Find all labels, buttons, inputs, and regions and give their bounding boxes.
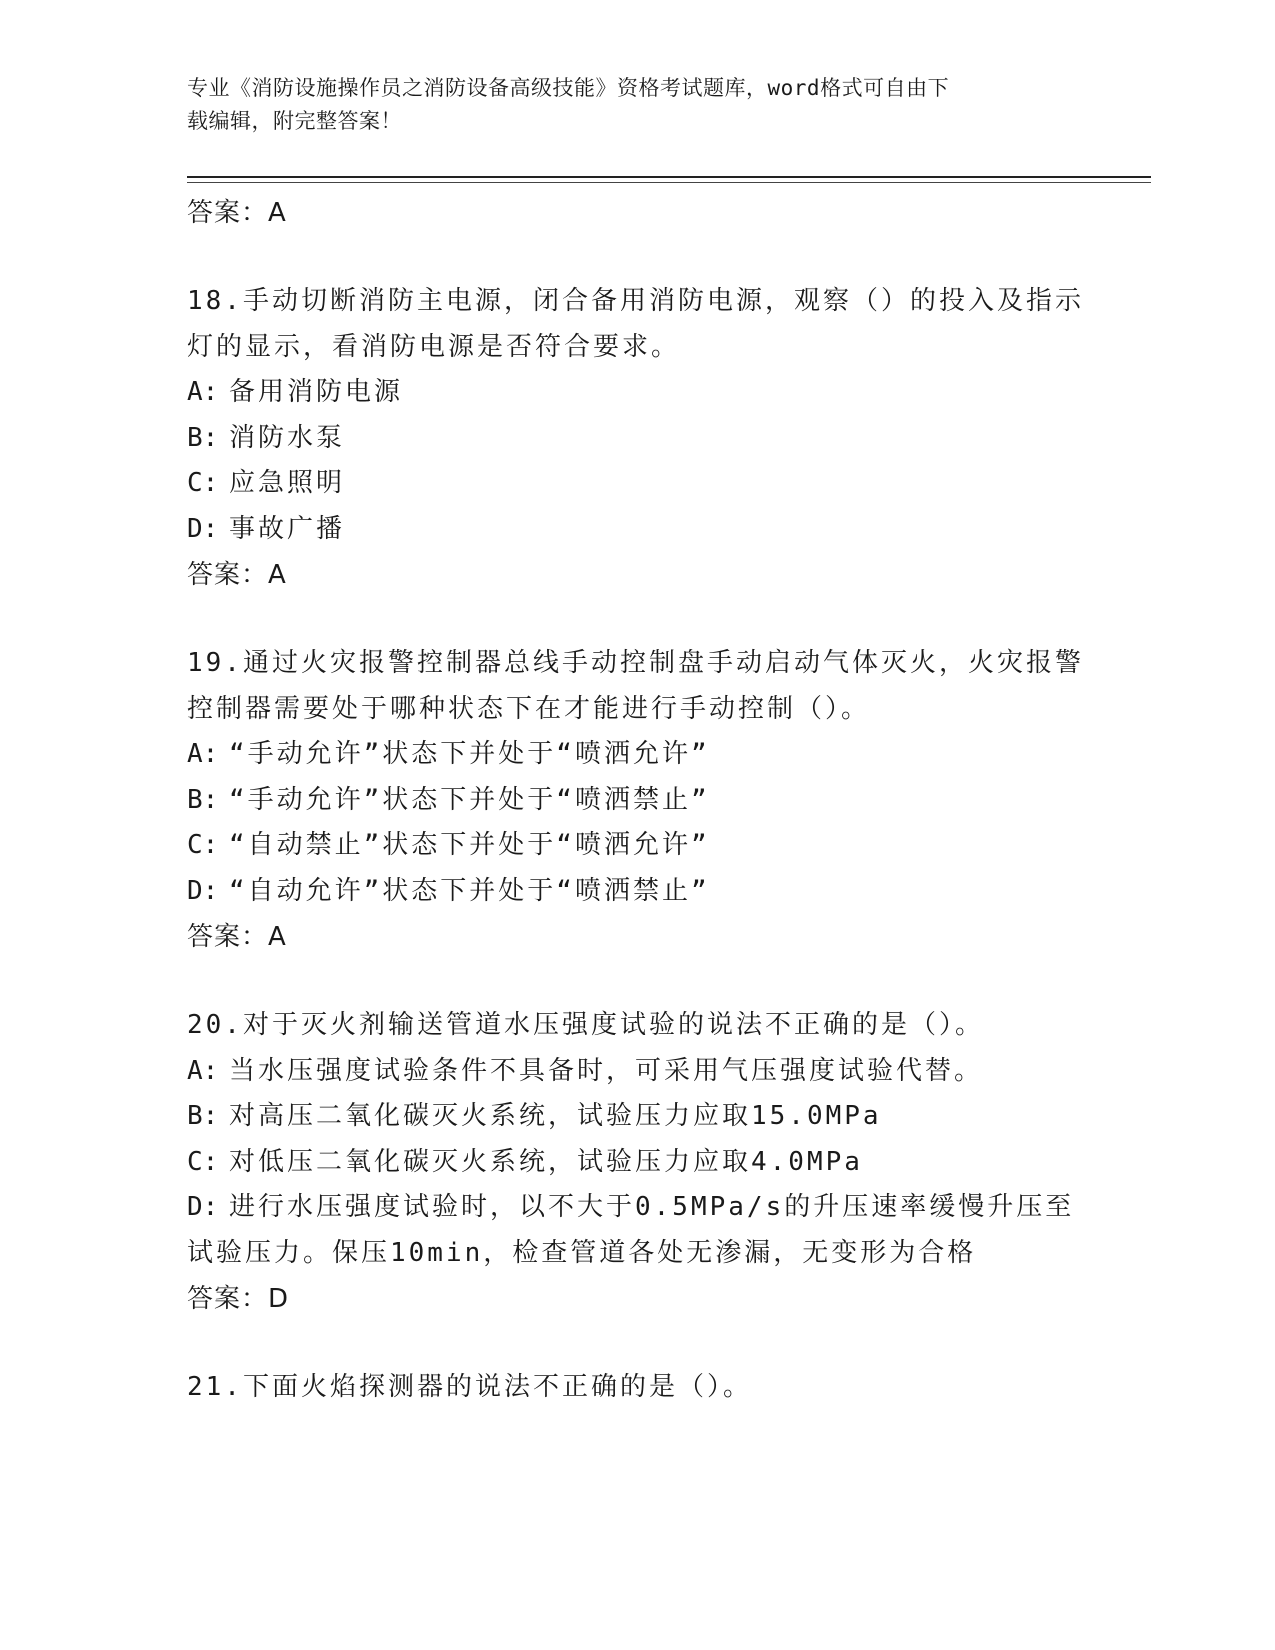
header-line-1: 专业《消防设施操作员之消防设备高级技能》资格考试题库，word格式可自由下 bbox=[187, 76, 950, 100]
option-text: 对低压二氧化碳灭火系统，试验压力应取4.0MPa bbox=[229, 1146, 863, 1177]
option-text: 消防水泵 bbox=[229, 422, 346, 453]
option-d bbox=[187, 507, 1107, 553]
option-key: C: bbox=[187, 1146, 219, 1177]
option-text: 对高压二氧化碳灭火系统，试验压力应取15.0MPa bbox=[229, 1101, 882, 1131]
option-text: 当水压强度试验条件不具备时，可采用气压强度试验代替。 bbox=[229, 1055, 984, 1086]
question-text: 18.手动切断消防主电源，闭合备用消防电源，观察（）的投入及指示 bbox=[187, 286, 1084, 316]
option-key: B: bbox=[187, 1101, 219, 1131]
option-key: C: bbox=[187, 830, 219, 860]
question-18 bbox=[187, 279, 1107, 598]
option-key: D: bbox=[187, 513, 219, 544]
option-text: “手动允许”状态下并处于“喷洒允许” bbox=[229, 739, 710, 769]
option-text: “自动禁止”状态下并处于“喷洒允许” bbox=[229, 830, 710, 860]
option-text: 事故广播 bbox=[229, 513, 346, 544]
page-header bbox=[187, 72, 1087, 138]
answer-18: 答案：A bbox=[187, 560, 287, 590]
option-c bbox=[187, 1140, 1107, 1186]
option-b bbox=[187, 1094, 1107, 1140]
question-20 bbox=[187, 1003, 1107, 1322]
answer-19: 答案：A bbox=[187, 922, 287, 952]
option-key: A: bbox=[187, 739, 219, 769]
option-key: D: bbox=[187, 875, 219, 906]
option-key: C: bbox=[187, 468, 219, 498]
option-text: 应急照明 bbox=[229, 468, 346, 498]
option-d bbox=[187, 1185, 1107, 1231]
answer-previous: 答案：A bbox=[187, 198, 287, 228]
header-line-2: 载编辑，附完整答案！ bbox=[187, 109, 402, 133]
header-rule-thick bbox=[187, 176, 1151, 178]
option-text: 备用消防电源 bbox=[229, 377, 404, 407]
option-a bbox=[187, 370, 1107, 416]
question-text: 19.通过火灾报警控制器总线手动控制盘手动启动气体灭火，火灾报警 bbox=[187, 648, 1084, 678]
question-text: 20.对于灭火剂输送管道水压强度试验的说法不正确的是（）。 bbox=[187, 1010, 984, 1040]
option-key: B: bbox=[187, 422, 219, 453]
question-21 bbox=[187, 1365, 1107, 1411]
option-c bbox=[187, 823, 1107, 869]
option-text: “自动允许”状态下并处于“喷洒禁止” bbox=[229, 875, 710, 906]
option-key: A: bbox=[187, 1055, 219, 1086]
option-key: D: bbox=[187, 1192, 219, 1222]
option-text: 进行水压强度试验时，以不大于0.5MPa/s的升压速率缓慢升压至 bbox=[229, 1192, 1075, 1222]
option-b bbox=[187, 778, 1107, 824]
header-rule-thin bbox=[187, 182, 1151, 183]
option-d-continued: 试验压力。保压10min，检查管道各处无渗漏，无变形为合格 bbox=[187, 1237, 977, 1268]
question-text: 21.下面火焰探测器的说法不正确的是（）。 bbox=[187, 1372, 752, 1402]
question-list bbox=[187, 190, 1107, 1411]
option-key: A: bbox=[187, 377, 219, 407]
question-text: 控制器需要处于哪种状态下在才能进行手动控制（）。 bbox=[187, 693, 871, 724]
option-a bbox=[187, 732, 1107, 778]
option-a bbox=[187, 1049, 1107, 1095]
question-text: 灯的显示，看消防电源是否符合要求。 bbox=[187, 331, 681, 362]
question-19 bbox=[187, 641, 1107, 960]
answer-20: 答案：D bbox=[187, 1284, 290, 1314]
option-d bbox=[187, 869, 1107, 915]
option-c bbox=[187, 461, 1107, 507]
option-key: B: bbox=[187, 784, 219, 815]
option-text: “手动允许”状态下并处于“喷洒禁止” bbox=[229, 784, 710, 815]
option-b bbox=[187, 416, 1107, 462]
